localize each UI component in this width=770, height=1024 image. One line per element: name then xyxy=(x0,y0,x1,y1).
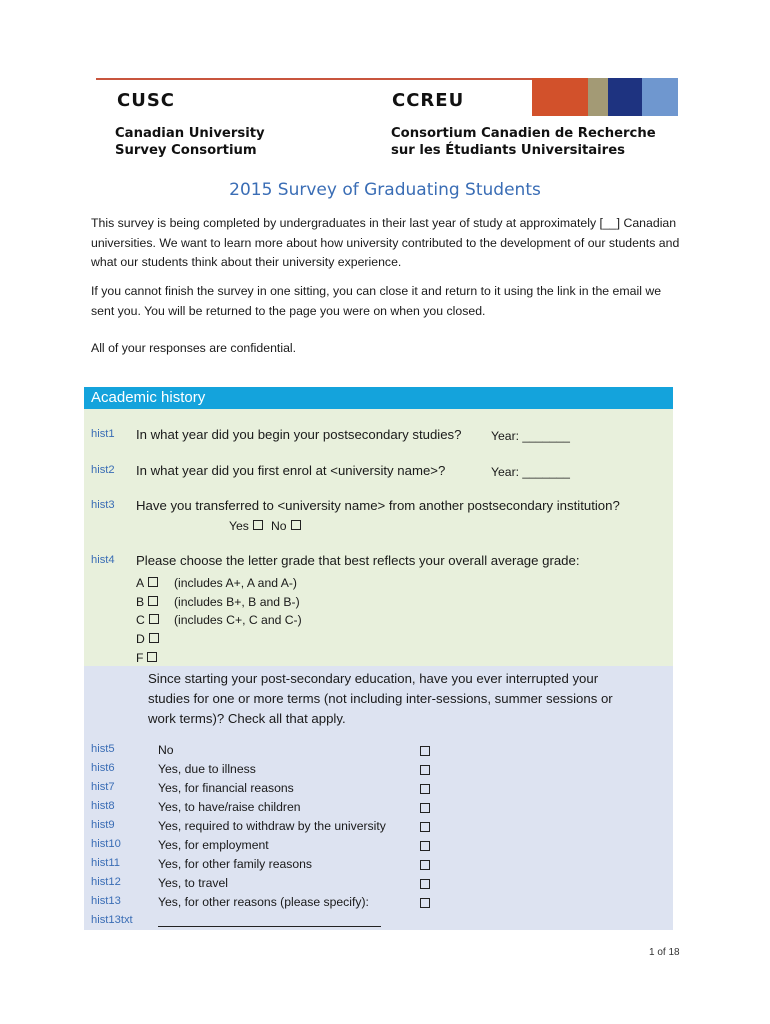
other-reason-text-field[interactable] xyxy=(158,926,381,927)
header-rule xyxy=(96,78,548,80)
intro-paragraph-3: All of your responses are confidential. xyxy=(91,341,297,355)
cusc-logo-name xyxy=(115,125,265,159)
academic-history-panel xyxy=(84,409,673,666)
yes-option[interactable] xyxy=(229,519,263,533)
option-label: Yes, to travel xyxy=(158,876,229,890)
option-label: Yes, to have/raise children xyxy=(158,800,301,814)
checkbox[interactable] xyxy=(420,746,430,756)
grade-letter: B xyxy=(136,595,145,609)
interruption-line-2: studies for one or more terms (not including inter-sessions, summer sessions or xyxy=(148,691,613,706)
option-id: hist8 xyxy=(91,800,115,812)
checkbox[interactable] xyxy=(420,898,430,908)
grade-description: (includes A+, A and A-) xyxy=(174,576,297,590)
option-id: hist11 xyxy=(91,857,121,869)
year-field[interactable]: Year: _______ xyxy=(491,429,570,443)
ccreu-name-line1: Consortium Canadien de Recherche xyxy=(391,126,656,141)
checkbox[interactable] xyxy=(148,577,158,587)
interruption-line-1: Since starting your post-secondary education, have you ever interrupted your xyxy=(148,671,599,686)
checkbox[interactable] xyxy=(253,520,263,530)
checkbox[interactable] xyxy=(420,784,430,794)
option-label: Yes, for employment xyxy=(158,838,269,852)
grade-description: (includes C+, C and C-) xyxy=(174,613,302,627)
question-id: hist2 xyxy=(91,464,115,476)
intro-paragraph-2: If you cannot finish the survey in one sitting, you can close it and return to it using the link in the email we sent you. You will be returned to the page you were on when you closed. xyxy=(91,284,662,318)
grade-option-d[interactable] xyxy=(136,632,159,646)
option-label: No xyxy=(158,743,174,757)
cusc-logo-abbr: CUSC xyxy=(117,90,175,111)
page-number: 1 of 18 xyxy=(649,947,680,958)
checkbox[interactable] xyxy=(420,841,430,851)
interruption-line-3: work terms)? Check all that apply. xyxy=(148,711,346,726)
cusc-name-line2: Survey Consortium xyxy=(115,143,257,158)
grade-option-f[interactable] xyxy=(136,651,157,665)
option-id: hist5 xyxy=(91,743,115,755)
option-id: hist7 xyxy=(91,781,115,793)
interruption-question xyxy=(148,669,613,729)
grade-option-a[interactable] xyxy=(136,576,158,590)
option-label: Yes, due to illness xyxy=(158,762,256,776)
checkbox[interactable] xyxy=(147,652,157,662)
color-block-lightblue xyxy=(642,78,678,116)
intro-paragraph-1: This survey is being completed by undergraduates in their last year of study at approximately [__] Canadian universities. We want to learn more about how university contributed to the development of our students and what our students think about their university experience. xyxy=(91,216,680,269)
no-label: No xyxy=(271,519,287,533)
page-header xyxy=(96,78,678,178)
grade-letter: A xyxy=(136,576,145,590)
option-id: hist10 xyxy=(91,838,121,850)
year-field[interactable]: Year: _______ xyxy=(491,465,570,479)
option-id: hist9 xyxy=(91,819,115,831)
checkbox[interactable] xyxy=(420,803,430,813)
checkbox[interactable] xyxy=(420,765,430,775)
checkbox[interactable] xyxy=(148,596,158,606)
question-id: hist3 xyxy=(91,499,115,511)
option-label: Yes, for other family reasons xyxy=(158,857,312,871)
option-label: Yes, for other reasons (please specify): xyxy=(158,895,369,909)
ccreu-logo-abbr: CCREU xyxy=(392,90,465,111)
question-text: In what year did you first enrol at <university name>? xyxy=(136,463,446,478)
grade-letter: F xyxy=(136,651,144,665)
section-title: Academic history xyxy=(91,389,206,406)
option-id: hist12 xyxy=(91,876,121,888)
grade-option-b[interactable] xyxy=(136,595,158,609)
grade-option-c[interactable] xyxy=(136,613,159,627)
grade-description: (includes B+, B and B-) xyxy=(174,595,300,609)
option-label: Yes, required to withdraw by the university xyxy=(158,819,386,833)
option-id: hist6 xyxy=(91,762,115,774)
checkbox[interactable] xyxy=(420,822,430,832)
grade-letter: C xyxy=(136,613,145,627)
cusc-name-line1: Canadian University xyxy=(115,126,265,141)
color-block-navy xyxy=(608,78,642,116)
option-id: hist13 xyxy=(91,895,121,907)
question-id: hist4 xyxy=(91,554,115,566)
checkbox[interactable] xyxy=(291,520,301,530)
checkbox[interactable] xyxy=(420,860,430,870)
ccreu-logo-name xyxy=(391,125,656,159)
section-header xyxy=(84,387,673,409)
grade-letter: D xyxy=(136,632,145,646)
survey-title: 2015 Survey of Graduating Students xyxy=(229,180,541,200)
option-label: Yes, for financial reasons xyxy=(158,781,294,795)
checkbox[interactable] xyxy=(149,614,159,624)
question-text: Have you transferred to <university name> from another postsecondary institution? xyxy=(136,498,620,513)
brand-color-blocks xyxy=(532,78,678,116)
question-text: Please choose the letter grade that best reflects your overall average grade: xyxy=(136,553,580,568)
yes-label: Yes xyxy=(229,519,249,533)
no-option[interactable] xyxy=(271,519,301,533)
checkbox[interactable] xyxy=(149,633,159,643)
question-id: hist1 xyxy=(91,428,115,440)
color-block-khaki xyxy=(588,78,608,116)
checkbox[interactable] xyxy=(420,879,430,889)
ccreu-name-line2: sur les Étudiants Universitaires xyxy=(391,143,625,158)
question-text: In what year did you begin your postsecondary studies? xyxy=(136,427,462,442)
color-block-orange xyxy=(532,78,588,116)
option-id: hist13txt xyxy=(91,914,133,926)
